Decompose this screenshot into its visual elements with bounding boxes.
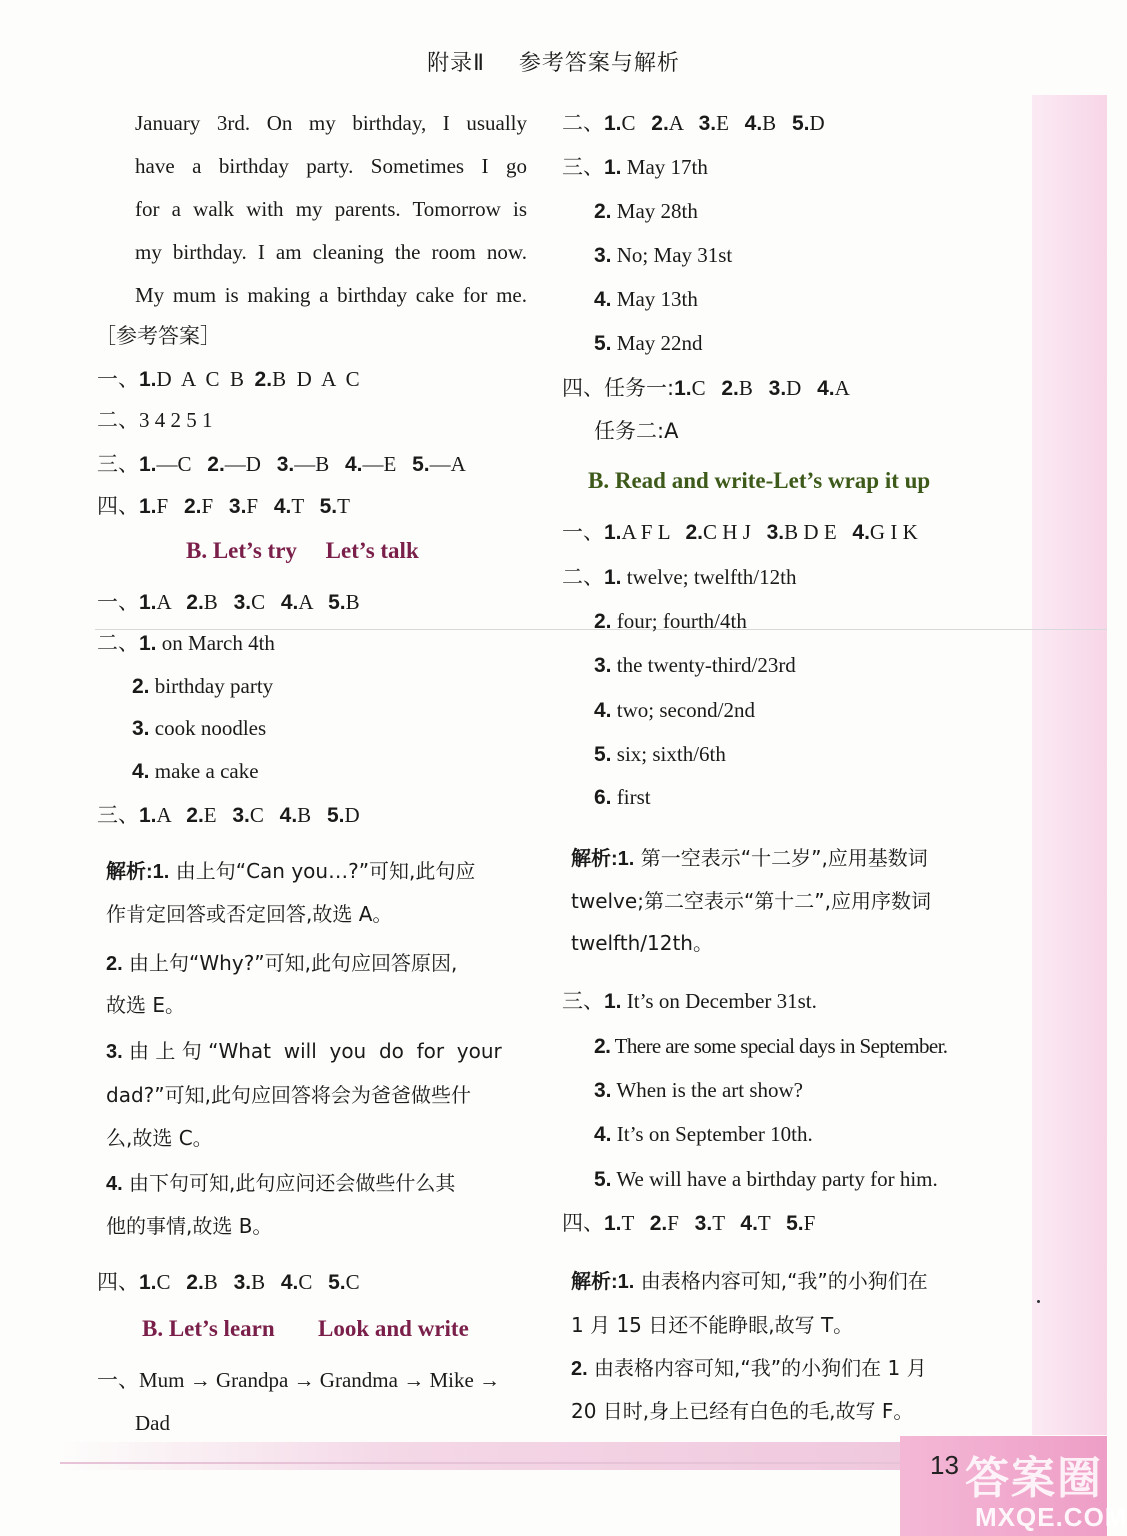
- explanation-line: 么,故选 C。: [106, 1126, 213, 1150]
- explanation-line: 解析:1. 由表格内容可知,“我”的小狗们在: [571, 1269, 928, 1293]
- answer-row: 一、1.A F L 2.C H J 3.B D E 4.G I K: [562, 520, 918, 544]
- answer-row: 四、1.T 2.F 3.T 4.T 5.F: [562, 1211, 816, 1235]
- section-title: Look and write: [318, 1316, 469, 1341]
- section-title: B. Let’s try Let’s talk: [186, 538, 419, 563]
- explanation-line: 2. 由上句“Why?”可知,此句应回答原因,: [106, 951, 458, 975]
- passage-line: for a walk with my parents. Tomorrow is: [135, 197, 527, 221]
- answer-row: 二、1. on March 4th: [97, 631, 275, 655]
- answer-row: 2. four; fourth/4th: [594, 609, 747, 633]
- watermark-url: MXQE.COM: [975, 1502, 1127, 1532]
- explanation-line: 解析:1. 第一空表示“十二岁”,应用基数词: [571, 846, 928, 870]
- section-title: B. Let’s learn: [142, 1316, 275, 1341]
- explanation-line: 4. 由下句可知,此句应问还会做些什么其: [106, 1171, 456, 1195]
- explanation-line: 1 月 15 日还不能睁眼,故写 T。: [571, 1313, 854, 1337]
- answer-row: 3. When is the art show?: [594, 1078, 803, 1102]
- stray-dot: [1037, 1300, 1040, 1303]
- passage-line: January 3rd. On my birthday, I usually: [135, 111, 527, 135]
- page-header: [0, 46, 1107, 77]
- explanation-line: 20 日时,身上已经有白色的毛,故写 F。: [571, 1399, 914, 1423]
- answer-row: 三、1.—C 2.—D 3.—B 4.—E 5.—A: [97, 452, 466, 476]
- answer-row: 二、1. twelve; twelfth/12th: [562, 565, 797, 589]
- explanation-line: 故选 E。: [106, 993, 185, 1017]
- answer-row: 4. May 13th: [594, 287, 698, 311]
- answer-row: 3. No; May 31st: [594, 243, 733, 267]
- explanation-line: 解析:1. 由上句“Can you…?”可知,此句应: [106, 859, 476, 883]
- answer-row: 2. birthday party: [132, 674, 274, 698]
- answer-row: 5. May 22nd: [594, 331, 703, 355]
- answer-row: 一、1.A 2.B 3.C 4.A 5.B: [97, 590, 360, 614]
- answer-row: 四、1.F 2.F 3.F 4.T 5.T: [97, 494, 350, 518]
- page-number: 13: [930, 1450, 959, 1480]
- passage-line: My mum is making a birthday cake for me.: [135, 283, 527, 307]
- answer-row: 三、1. It’s on December 31st.: [562, 989, 817, 1013]
- footer-rule: [60, 1462, 900, 1464]
- explanation-line: 作肯定回答或否定回答,故选 A。: [106, 902, 393, 926]
- answer-row: 一、1.D A C B 2.B D A C: [97, 367, 360, 391]
- answer-row: 2. May 28th: [594, 199, 698, 223]
- answer-row: 5. six; sixth/6th: [594, 742, 726, 766]
- answer-row: 四、1.C 2.B 3.B 4.C 5.C: [97, 1270, 360, 1294]
- answer-row: 3. cook noodles: [132, 716, 267, 740]
- watermark-text: 答案圈: [965, 1453, 1103, 1504]
- answer-row: 4. It’s on September 10th.: [594, 1122, 813, 1146]
- answer-row: 一、Mum → Grandpa → Grandma → Mike →: [97, 1368, 501, 1392]
- margin-strip: [1032, 95, 1107, 1435]
- answer-row: 任务二:A: [594, 419, 679, 443]
- explanation-line: 他的事情,故选 B。: [106, 1214, 273, 1238]
- answer-row: 2. There are some special days in September.: [594, 1034, 948, 1058]
- answer-row: 三、1.A 2.E 3.C 4.B 5.D: [97, 803, 360, 827]
- appendix-label: 附录Ⅱ: [427, 51, 485, 76]
- answer-row: 4. make a cake: [132, 759, 259, 783]
- explanation-line: 2. 由表格内容可知,“我”的小狗们在 1 月: [571, 1356, 927, 1380]
- answer-row: 四、任务一:1.C 2.B 3.D 4.A: [562, 376, 850, 400]
- answer-row: Dad: [135, 1411, 170, 1435]
- footer-band: [60, 1442, 900, 1470]
- explanation-line: twelve;第二空表示“第十二”,应用序数词: [571, 889, 932, 913]
- answer-row: 5. We will have a birthday party for him.: [594, 1167, 938, 1191]
- answer-row: 4. two; second/2nd: [594, 698, 755, 722]
- answer-row: 6. first: [594, 785, 651, 809]
- header-title: 参考答案与解析: [518, 51, 680, 76]
- answer-row: 三、1. May 17th: [562, 155, 708, 179]
- answer-row: 3. the twenty-third/23rd: [594, 653, 796, 677]
- section-title: B. Read and write-Let’s wrap it up: [588, 468, 931, 493]
- answer-row: 二、1.C 2.A 3.E 4.B 5.D: [562, 111, 825, 135]
- answer-row: 二、3 4 2 5 1: [97, 408, 213, 432]
- explanation-line: twelfth/12th。: [571, 931, 713, 955]
- explanation-line: dad?”可知,此句应回答将会为爸爸做些什: [106, 1083, 471, 1107]
- explanation-line: 3. 由 上 句 “What will you do for your: [106, 1039, 502, 1063]
- answer-label: ［参考答案］: [95, 324, 221, 348]
- passage-line: my birthday. I am cleaning the room now.: [135, 240, 527, 264]
- passage-line: have a birthday party. Sometimes I go: [135, 154, 527, 178]
